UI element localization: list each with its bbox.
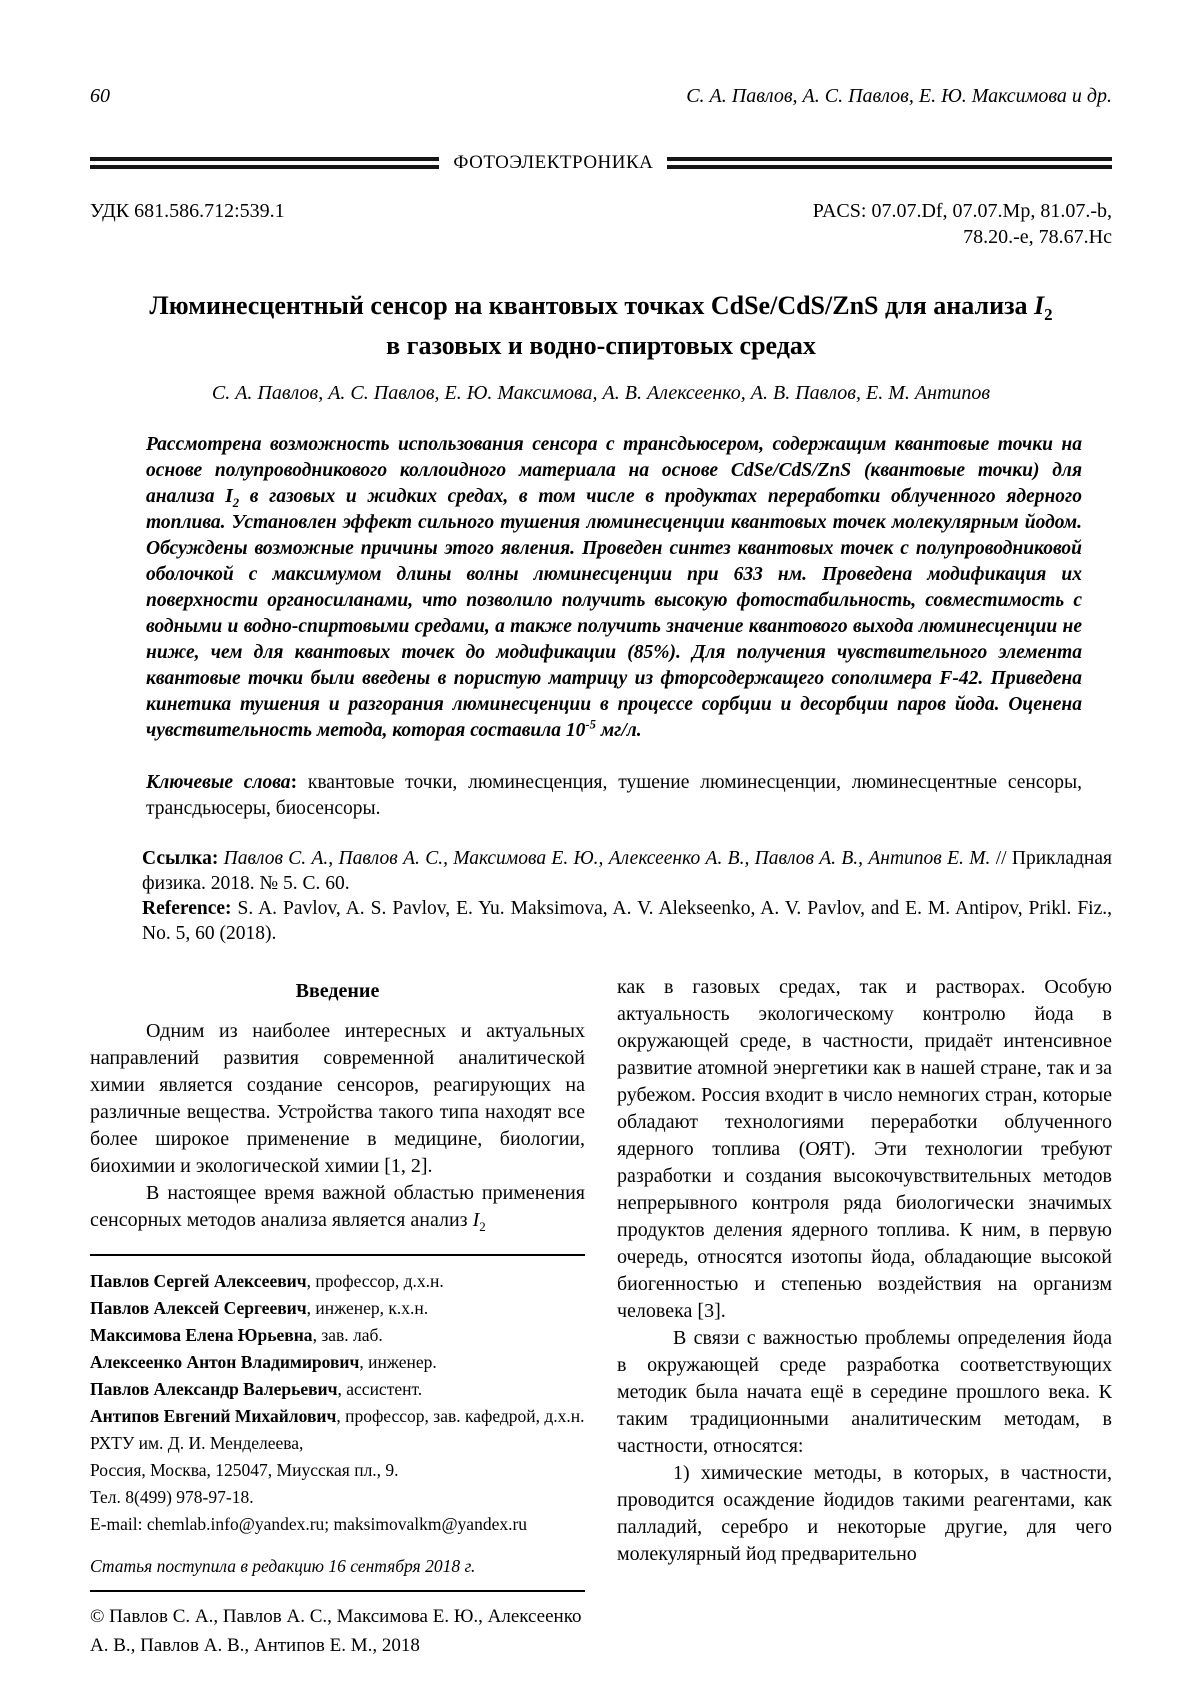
banner-rule-left (90, 157, 439, 169)
author-role: , инженер. (359, 1352, 437, 1372)
intro-paragraph-2: В настоящее время важной областью применения сенсорных методов анализа является анализ $I_2$ (90, 1182, 585, 1234)
pacs-line-2: 78.20.-e, 78.67.Hc (963, 226, 1112, 248)
body-paragraph-3: 1) химические методы, в которых, в частности, проводится осаждение йодидов такими реагентами, как палладий, серебро и некоторые другие, для чего молекулярный йод предварительно (617, 1462, 1112, 1565)
reference-text: S. A. Pavlov, A. S. Pavlov, E. Yu. Maksimova, A. V. Alekseenko, A. V. Pavlov, and E. M. Antipov, Prikl. Fiz., No. 5, 60 (2018). (142, 898, 1112, 944)
keywords-label: Ключевые слова (146, 772, 291, 793)
intro-paragraph-1: Одним из наиболее интересных и актуальных направлений развития современной аналитической химии является создание сенсоров, реагирующих на различные вещества. Устройства такого типа находят все более широкое применение в медицине, биологии, биохимии и экологической химии [1, 2]. (90, 1020, 585, 1177)
left-column (90, 974, 585, 1660)
citation-ru (142, 846, 1112, 896)
author-name: Максимова Елена Юрьевна (90, 1325, 313, 1345)
banner-rule-right (667, 157, 1112, 169)
copyright-note: © Павлов С. А., Павлов А. С., Максимова Е. Ю., Алексеенко А. В., Павлов А. В., Антипов Е. М., 2018 (90, 1606, 582, 1656)
reference-label: Reference: (142, 898, 232, 919)
author-role: , инженер, к.х.н. (306, 1298, 429, 1318)
intro-heading: Введение (295, 980, 380, 1002)
iodine-symbol-subscript: 2 (1044, 305, 1053, 325)
classification-row (90, 198, 1112, 250)
article-title-line-2: в газовых и водно-спиртовых средах (386, 331, 816, 360)
citation-authors: Павлов С. А., Павлов А. С., Максимова Е. Ю., Алексеенко А. В., Павлов А. В., Антипов Е. М. (218, 848, 991, 869)
author-name: Павлов Александр Валерьевич (90, 1379, 338, 1399)
author-name: Павлов Алексей Сергеевич (90, 1298, 307, 1318)
article-title-line-1: Люминесцентный сенсор на квантовых точках CdSe/CdS/ZnS для анализа $I_2$ (149, 291, 1053, 325)
citation-block (142, 846, 1112, 946)
keywords-text: квантовые точки, люминесценция, тушение люминесценции, люминесцентные сенсоры, трансдьюсеры, биосенсоры. (146, 772, 1082, 819)
right-column (617, 974, 1112, 1660)
copyright-separator (90, 1590, 585, 1592)
running-head-authors: С. А. Павлов, А. С. Павлов, Е. Ю. Максимова и др. (686, 85, 1112, 107)
author-info-line (90, 1349, 585, 1376)
reference-en (142, 896, 1112, 946)
author-info-line (90, 1295, 585, 1322)
citation-label: Ссылка: (142, 848, 219, 869)
keywords-colon: : (290, 772, 298, 793)
author-footnote (90, 1268, 585, 1538)
running-head (90, 84, 1112, 108)
pacs-line-1: PACS: 07.07.Df, 07.07.Mp, 81.07.-b, (812, 200, 1112, 222)
author-role: , зав. лаб. (312, 1325, 383, 1345)
page-number: 60 (90, 85, 110, 107)
udc-code: УДК 681.586.712:539.1 (90, 200, 285, 222)
section-banner (90, 152, 1112, 174)
affiliation-line-1: РХТУ им. Д. И. Менделеева, (90, 1433, 304, 1453)
body-paragraph-2: В связи с важностью проблемы определения йода в окружающей среде разработка соответствующих методик была начата ещё в середине прошлого века. К таким традиционными аналитическим методам, в частности, относятся: (617, 1327, 1112, 1457)
authors-line: С. А. Павлов, А. С. Павлов, Е. Ю. Максимова, А. В. Алексеенко, А. В. Павлов, Е. М. Антипов (211, 382, 991, 404)
author-role: , профессор, зав. кафедрой, д.х.н. (336, 1406, 585, 1426)
author-name: Антипов Евгений Михайлович (90, 1406, 337, 1426)
email-line: E-mail: chemlab.info@yandex.ru; maksimovalkm@yandex.ru (90, 1514, 528, 1534)
author-name: Павлов Сергей Алексеевич (90, 1271, 307, 1291)
author-role: , профессор, д.х.н. (306, 1271, 444, 1291)
section-banner-label: ФОТОЭЛЕКТРОНИКА (453, 152, 654, 173)
iodine-symbol: I (1034, 291, 1045, 320)
abstract-text: Рассмотрена возможность использования сенсора с трансдьюсером, содержащим квантовые точки на основе полупроводникового коллоидного материала на основе CdSe/CdS/ZnS (квантовые точки) для анализа $I_2$ в газовых и жидких средах, в том числе в продуктах переработки облученного ядерного топлива. Установлен эффект сильного тушения люминесценции квантовых точек молекулярным йодом. Обсуждены возможные причины этого явления. Проведен синтез квантовых точек с полупроводниковой оболочкой с максимумом длины волны люминесценции при 633 нм. Проведена модификация их поверхности органосиланами, что позволило получить высокую фотостабильность, совместимость с водными и водно-спиртовыми средами, а также получить значение квантового выхода люминесценции не ниже, чем для квантовых точек до модификации (85%). Для получения чувствительного элемента квантовые точки были введены в пористую матрицу из фторсодержащего сополимера F-42. Приведена кинетика тушения и разгорания люминесценции в процессе сорбции и десорбции паров йода. Оценена чувствительность метода, которая составила $10^{-5}$ мг/л. (146, 434, 1082, 741)
two-column-body (90, 974, 1112, 1660)
author-name: Алексеенко Антон Владимирович (90, 1352, 360, 1372)
author-info-line (90, 1268, 585, 1295)
citation-source: // Прикладная физика. 2018. № 5. С. 60. (142, 848, 1112, 894)
keywords-paragraph (146, 770, 1082, 822)
phone-line: Тел. 8(499) 978-97-18. (90, 1487, 254, 1507)
footnote-separator (90, 1254, 585, 1256)
author-role: , ассистент. (337, 1379, 423, 1399)
received-note: Статья поступила в редакцию 16 сентября 2018 г. (90, 1556, 476, 1576)
affiliation-line-2: Россия, Москва, 125047, Миусская пл., 9. (90, 1460, 399, 1480)
body-paragraph-1: как в газовых средах, так и растворах. Особую актуальность экологическому контролю йода в окружающей среде, в частности, придаёт интенсивное развитие атомной энергетики как в нашей стране, так и за рубежом. Россия входит в число немногих стран, которые обладают технологиями переработки облученного ядерного топлива (ОЯТ). Эти технологии требуют разработки и создания высокочувствительных методов непрерывного контроля ряда биологически значимых продуктов деления ядерного топлива. К ним, в первую очередь, относятся изотопы йода, обладающие высокой биогенностью и степенью воздействия на организм человека [3]. (617, 976, 1112, 1322)
author-info-line (90, 1322, 585, 1349)
author-info-line (90, 1403, 585, 1430)
author-info-line (90, 1376, 585, 1403)
pacs-code (813, 198, 1112, 250)
article-title (90, 286, 1112, 366)
